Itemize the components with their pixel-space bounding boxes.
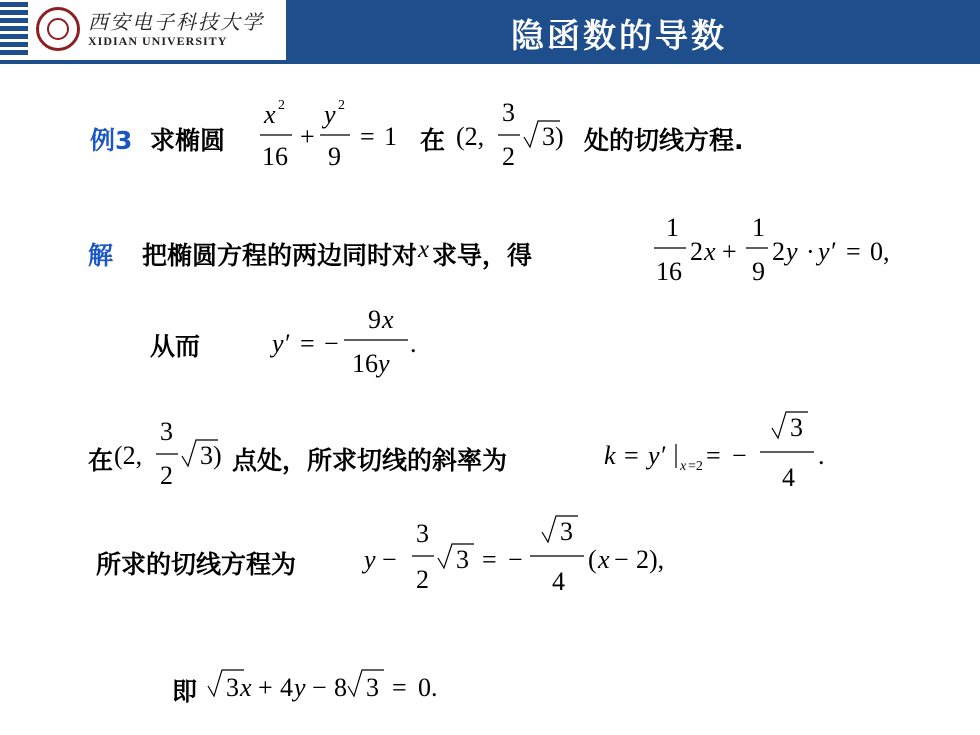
header-rule [0,60,980,64]
svg-text:(: ( [588,545,597,574]
solution-text-differentiate: 把椭圆方程的两边同时对 [142,241,418,270]
svg-text:(2,: (2, [114,441,143,470]
example-label: 例3 [90,126,133,155]
svg-text:3: 3 [790,413,803,442]
derivative-equation [650,208,920,292]
result-equation [206,660,476,710]
tangent-equation [360,508,690,598]
svg-text:8: 8 [334,673,347,702]
svg-text:y: y [786,237,798,266]
svg-text:−: − [614,545,629,574]
slope-value [600,406,840,496]
svg-text:2),: 2), [636,545,665,574]
svg-text:3): 3) [200,441,222,470]
example-text-tangent: 处的切线方程. [584,126,744,155]
svg-text:.: . [410,329,417,358]
svg-text:−: − [312,673,327,702]
svg-text:9: 9 [368,305,381,334]
svg-text:4: 4 [280,673,293,702]
svg-text:1: 1 [666,213,679,242]
svg-text:9: 9 [752,257,765,286]
svg-text:3: 3 [416,519,429,548]
svg-text:2: 2 [772,237,785,266]
result-text: 即 [172,677,198,706]
svg-text:1: 1 [384,122,397,151]
ellipse-equation [256,95,416,175]
svg-text:=: = [846,237,861,266]
svg-text:3: 3 [456,545,469,574]
svg-text:+: + [722,237,737,266]
svg-text:·: · [806,237,815,266]
menu-stripes-icon [0,0,28,62]
svg-text:y: y [294,673,306,702]
y-prime-expression [270,300,430,384]
svg-text:=2: =2 [688,459,703,474]
svg-text:−: − [324,329,339,358]
svg-text:16: 16 [352,349,378,378]
svg-text:2: 2 [338,98,345,113]
svg-text:y: y [378,349,390,378]
svg-text:y′: y′ [272,329,290,358]
svg-text:2: 2 [690,237,703,266]
university-name-cn: 西安电子科技大学 [88,10,264,34]
slope-text-rate: 点处，所求切线的斜率为 [232,446,508,475]
svg-text:16: 16 [656,257,682,286]
slope-text-at: 在 [88,446,114,475]
svg-text:3): 3) [542,122,564,151]
svg-text:=: = [624,441,639,470]
svg-text:x: x [598,545,610,574]
svg-text:x: x [240,673,252,702]
point-coordinates [452,95,582,175]
hence-text: 从而 [150,332,201,361]
svg-text:−: − [732,441,747,470]
svg-text:x: x [704,237,716,266]
svg-text:−: − [508,545,523,574]
svg-text:9: 9 [328,142,341,171]
slide-title: 隐函数的导数 [511,16,727,55]
svg-text:4: 4 [552,567,565,596]
svg-text:2: 2 [416,565,429,594]
svg-text:3: 3 [502,98,515,127]
svg-text:+: + [300,122,315,151]
svg-text:3: 3 [560,517,573,546]
svg-text:3: 3 [226,673,239,702]
svg-text:16: 16 [262,142,288,171]
example-text-ask: 求椭圆 [150,126,226,155]
svg-text:(2,: (2, [456,122,485,151]
svg-text:x: x [382,305,394,334]
svg-text:=: = [706,441,721,470]
slope-point [112,414,232,494]
svg-text:+: + [258,673,273,702]
svg-text:3: 3 [160,417,173,446]
svg-text:0.: 0. [418,673,438,702]
svg-text:y′: y′ [818,237,836,266]
svg-text:2: 2 [278,98,285,113]
tangent-text: 所求的切线方程为 [96,550,297,579]
solution-text-obtain: 求导，得 [432,241,533,270]
svg-text:0,: 0, [870,237,890,266]
svg-text:y: y [324,100,336,129]
svg-text:k: k [604,441,616,470]
svg-text:.: . [818,441,825,470]
university-seal-icon [36,7,80,51]
header [0,0,980,62]
svg-text:x: x [680,459,687,474]
svg-text:3: 3 [366,673,379,702]
svg-text:1: 1 [752,213,765,242]
svg-text:y: y [364,545,376,574]
solution-label: 解 [88,241,114,270]
example-text-at: 在 [420,126,446,155]
solution-var-x: x [418,236,430,263]
svg-text:4: 4 [782,463,795,492]
svg-text:2: 2 [502,142,515,171]
svg-text:−: − [382,545,397,574]
svg-text:=: = [482,545,497,574]
svg-text:2: 2 [160,461,173,490]
svg-text:y′: y′ [648,441,666,470]
title-bar [286,0,980,60]
svg-text:x: x [264,100,276,129]
svg-text:=: = [360,122,375,151]
svg-text:=: = [300,329,315,358]
university-logo [34,4,282,56]
university-name-en: XIDIAN UNIVERSITY [88,34,228,48]
svg-text:=: = [392,673,407,702]
